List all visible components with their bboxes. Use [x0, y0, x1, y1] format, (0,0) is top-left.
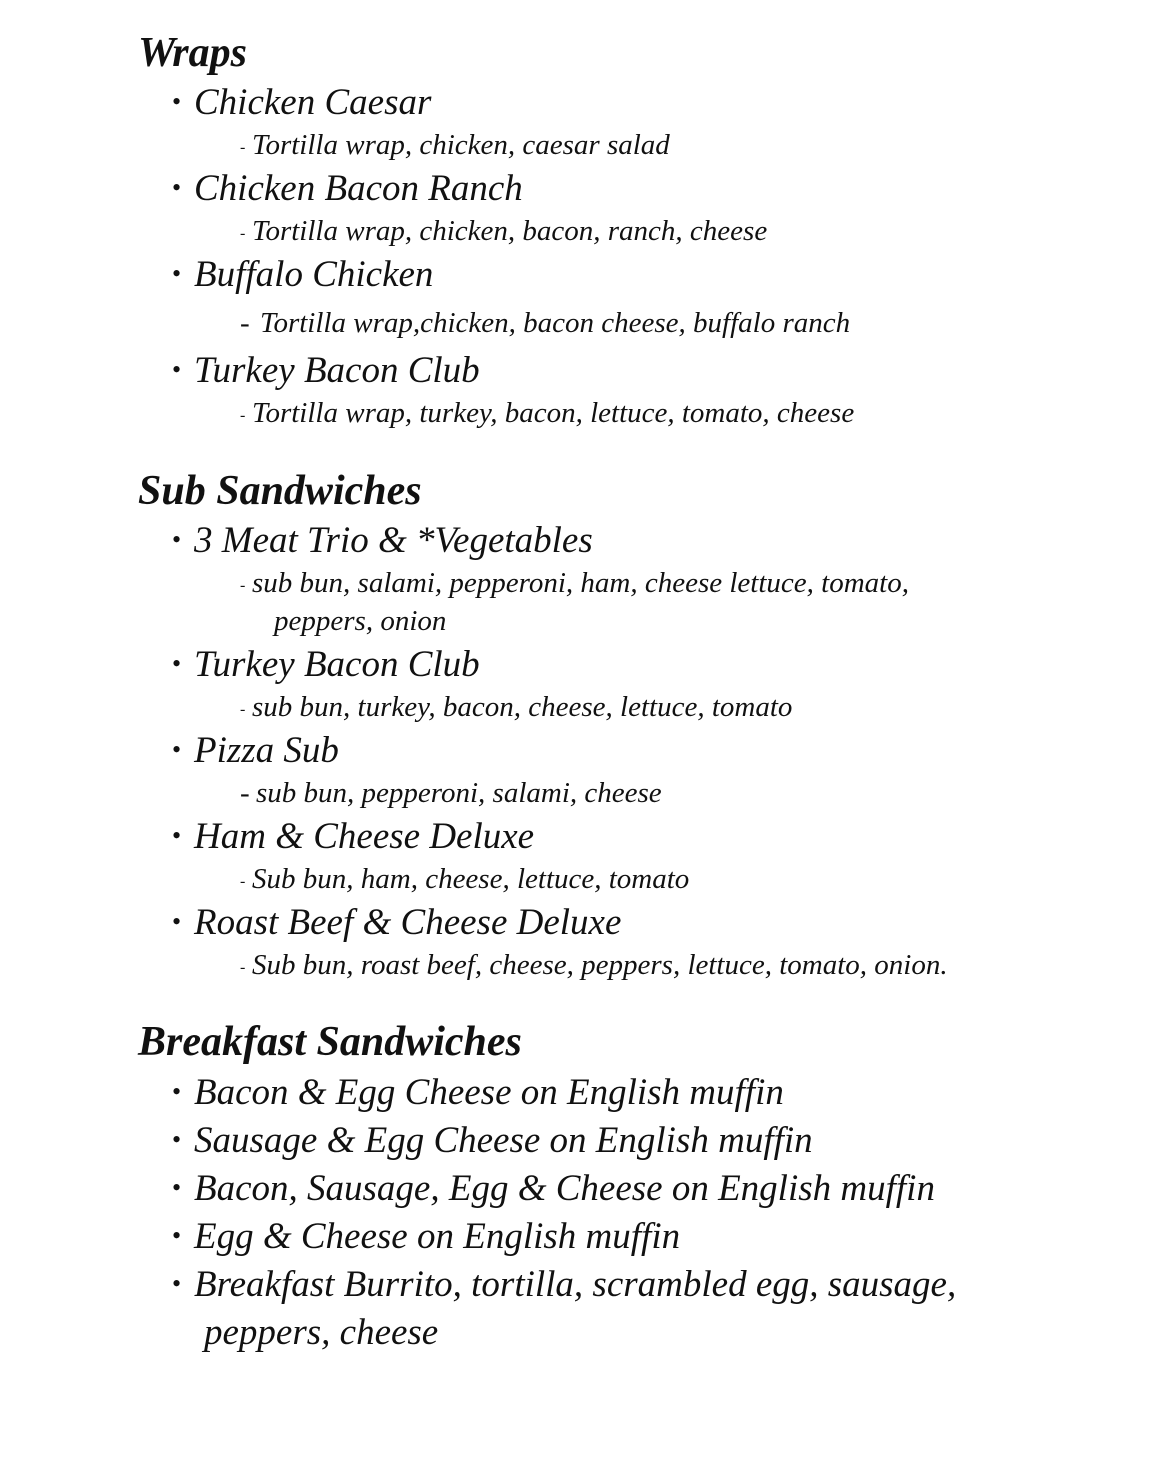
menu-item	[172, 818, 534, 855]
bullet-icon: •	[172, 355, 182, 384]
bullet-icon: •	[172, 525, 182, 554]
item-name: Buffalo Chicken	[194, 254, 434, 295]
item-name: Pizza Sub	[194, 730, 339, 771]
section-title-sub-sandwiches: Sub Sandwiches	[138, 468, 422, 514]
item-name: Roast Beef & Cheese Deluxe	[194, 902, 622, 943]
menu-item	[172, 1218, 680, 1255]
section-title-breakfast-sandwiches: Breakfast Sandwiches	[138, 1019, 522, 1065]
item-description: - Tortilla wrap, turkey, bacon, lettuce, tomato, cheese	[240, 397, 855, 429]
menu-item	[172, 84, 431, 121]
bullet-icon: •	[172, 1173, 182, 1202]
item-description: - Tortilla wrap, chicken, caesar salad	[240, 129, 670, 161]
item-name: Turkey Bacon Club	[194, 644, 480, 685]
menu-item	[172, 352, 480, 389]
item-name: Chicken Caesar	[194, 82, 432, 123]
dash-icon: -	[240, 701, 246, 718]
menu-item	[172, 646, 480, 683]
item-name: Bacon, Sausage, Egg & Cheese on English muffin	[194, 1168, 935, 1209]
bullet-icon: •	[172, 821, 182, 850]
item-name: Turkey Bacon Club	[194, 350, 480, 391]
item-name: Sausage & Egg Cheese on English muffin	[194, 1120, 813, 1161]
item-name: Ham & Cheese Deluxe	[194, 816, 535, 857]
item-name: Egg & Cheese on English muffin	[194, 1216, 681, 1257]
dash-icon: -	[240, 139, 246, 156]
dash-icon: -	[240, 407, 246, 424]
bullet-icon: •	[172, 1269, 182, 1298]
menu-item	[172, 1170, 935, 1207]
item-description: - Sub bun, ham, cheese, lettuce, tomato	[240, 863, 690, 895]
item-description: - Sub bun, roast beef, cheese, peppers, lettuce, tomato, onion.	[240, 949, 948, 981]
item-name: Bacon & Egg Cheese on English muffin	[194, 1072, 784, 1113]
menu-item	[172, 732, 339, 769]
menu-item	[172, 170, 523, 207]
dash-icon: -	[240, 777, 250, 809]
item-name: Chicken Bacon Ranch	[194, 168, 523, 209]
bullet-icon: •	[172, 1221, 182, 1250]
menu-item	[172, 1122, 813, 1159]
menu-item	[172, 1266, 956, 1303]
item-description: - Tortilla wrap,chicken, bacon cheese, buffalo ranch	[240, 307, 851, 339]
item-name: 3 Meat Trio & *Vegetables	[194, 520, 593, 561]
item-description: - sub bun, turkey, bacon, cheese, lettuce, tomato	[240, 691, 793, 723]
bullet-icon: •	[172, 1077, 182, 1106]
menu-item	[172, 256, 433, 293]
menu-item	[172, 904, 621, 941]
bullet-icon: •	[172, 87, 182, 116]
dash-icon: -	[240, 959, 246, 976]
menu-item	[172, 522, 593, 559]
item-description: - sub bun, pepperoni, salami, cheese	[240, 777, 662, 809]
item-description: - Tortilla wrap, chicken, bacon, ranch, cheese	[240, 215, 768, 247]
dash-icon: -	[240, 873, 246, 890]
section-title-wraps: Wraps	[138, 30, 247, 76]
bullet-icon: •	[172, 173, 182, 202]
bullet-icon: •	[172, 649, 182, 678]
item-name: Breakfast Burrito, tortilla, scrambled egg, sausage,	[194, 1264, 957, 1305]
bullet-icon: •	[172, 259, 182, 288]
menu-item	[172, 1074, 784, 1111]
dash-icon: -	[240, 307, 250, 339]
dash-icon: -	[240, 577, 246, 594]
bullet-icon: •	[172, 1125, 182, 1154]
bullet-icon: •	[172, 735, 182, 764]
item-name-continued: peppers, cheese	[204, 1312, 439, 1353]
dash-icon: -	[240, 225, 246, 242]
item-description: - sub bun, salami, pepperoni, ham, cheese lettuce, tomato,	[240, 567, 909, 599]
bullet-icon: •	[172, 907, 182, 936]
item-description-continued: peppers, onion	[274, 605, 447, 637]
